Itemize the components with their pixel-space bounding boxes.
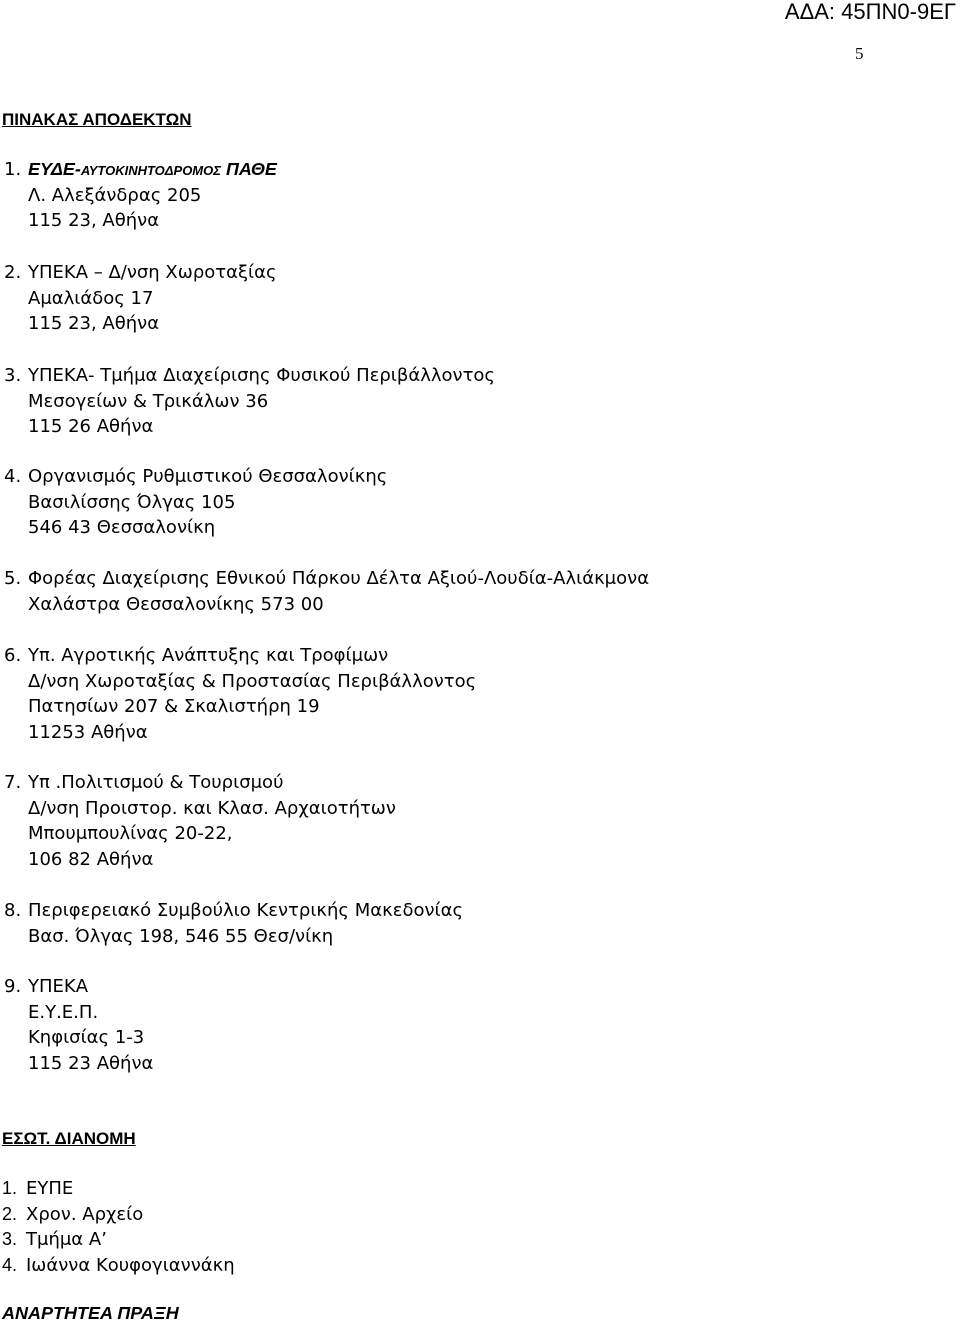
address-line: 11253 Αθήνα	[28, 721, 148, 743]
address-line: Ε.Υ.Ε.Π.	[28, 1001, 99, 1023]
recipient-number: 5.	[4, 568, 22, 589]
recipient-4	[4, 464, 387, 541]
list-item: 2. Χρον. Αρχείο	[2, 1203, 144, 1225]
ada-code: ΑΔΑ: 45ΠΝ0-9ΕΓ	[784, 0, 956, 24]
list-item: 4. Ιωάννα Κουφογιαννάκη	[2, 1254, 235, 1276]
address-line: Πατησίων 207 & Σκαλιστήρη 19	[28, 696, 320, 717]
internal-distribution-list	[2, 1176, 235, 1278]
recipient-number: 2.	[4, 262, 22, 283]
recipient-number: 7.	[4, 772, 22, 793]
recipient-name: ΥΠΕΚΑ- Τμήμα Διαχείρισης Φυσικού Περιβάλλοντος	[28, 365, 495, 386]
address-line: Δ/νση Χωροταξίας & Προστασίας Περιβάλλοντος	[28, 670, 477, 692]
recipient-number: 9.	[4, 976, 22, 997]
address-line: 115 23, Αθήνα	[28, 210, 160, 231]
address-line: 546 43 Θεσσαλονίκη	[28, 517, 216, 538]
recipient-3	[4, 363, 495, 440]
list-item: 3. Τμήμα Α’	[2, 1229, 107, 1250]
address-line: 115 26 Αθήνα	[28, 416, 154, 437]
recipient-9	[4, 974, 153, 1076]
recipient-number: 6.	[4, 645, 22, 666]
page-number: 5	[855, 44, 864, 63]
recipients-title: ΠΙΝΑΚΑΣ ΑΠΟΔΕΚΤΩΝ	[2, 110, 192, 129]
recipient-8	[4, 898, 463, 949]
recipient-number: 4.	[4, 466, 22, 487]
list-item: 1. ΕΥΠΕ	[2, 1178, 74, 1199]
recipient-number: 1.	[4, 159, 22, 180]
address-line: 115 23 Αθήνα	[28, 1052, 154, 1074]
recipient-name: Φορέας Διαχείρισης Εθνικού Πάρκου Δέλτα Αξιού-Λουδία-Αλιάκμονα	[28, 568, 650, 589]
address-line: Αμαλιάδος 17	[28, 287, 154, 309]
address-line: Κηφισίας 1-3	[28, 1027, 145, 1048]
recipient-name: Οργανισμός Ρυθμιστικού Θεσσαλονίκης	[28, 466, 388, 487]
recipient-name: Περιφερειακό Συμβούλιο Κεντρικής Μακεδονίας	[28, 900, 464, 921]
publication-note: ΑΝΑΡΤΗΤΕΑ ΠΡΑΞΗ	[2, 1303, 179, 1323]
internal-distribution-title: ΕΣΩΤ. ΔΙΑΝΟΜΗ	[2, 1129, 136, 1148]
recipient-name: ΥΠΕΚΑ	[28, 976, 89, 997]
address-line: Χαλάστρα Θεσσαλονίκης 573 00	[28, 593, 324, 615]
recipient-6	[4, 643, 476, 745]
address-line: Βασιλίσσης Όλγας 105	[28, 491, 236, 513]
address-line: Μεσογείων & Τρικάλων 36	[28, 390, 269, 412]
address-line: Μπουμπουλίνας 20-22,	[28, 823, 233, 844]
recipient-name: ΥΠΕΚΑ – Δ/νση Χωροταξίας	[28, 262, 277, 283]
recipient-1	[4, 157, 277, 234]
address-line: 106 82 Αθήνα	[28, 848, 154, 870]
recipient-name: Υπ. Αγροτικής Ανάπτυξης και Τροφίμων	[28, 645, 389, 666]
recipient-number: 8.	[4, 900, 22, 921]
recipient-7	[4, 770, 396, 872]
recipient-2	[4, 260, 277, 337]
address-line: 115 23, Αθήνα	[28, 313, 160, 334]
recipient-name: ΕΥΔΕ-ΑΥΤΟΚΙΝΗΤΟΔΡΟΜΟΣ ΠΑΘΕ	[28, 159, 277, 179]
address-line: Δ/νση Προιστορ. και Κλασ. Αρχαιοτήτων	[28, 797, 396, 819]
address-line: Λ. Αλεξάνδρας 205	[28, 184, 202, 206]
recipient-number: 3.	[4, 365, 22, 386]
recipient-5	[4, 566, 649, 617]
address-line: Βασ. Όλγας 198, 546 55 Θεσ/νίκη	[28, 925, 334, 947]
recipient-name: Υπ .Πολιτισμού & Τουρισμού	[28, 772, 284, 793]
